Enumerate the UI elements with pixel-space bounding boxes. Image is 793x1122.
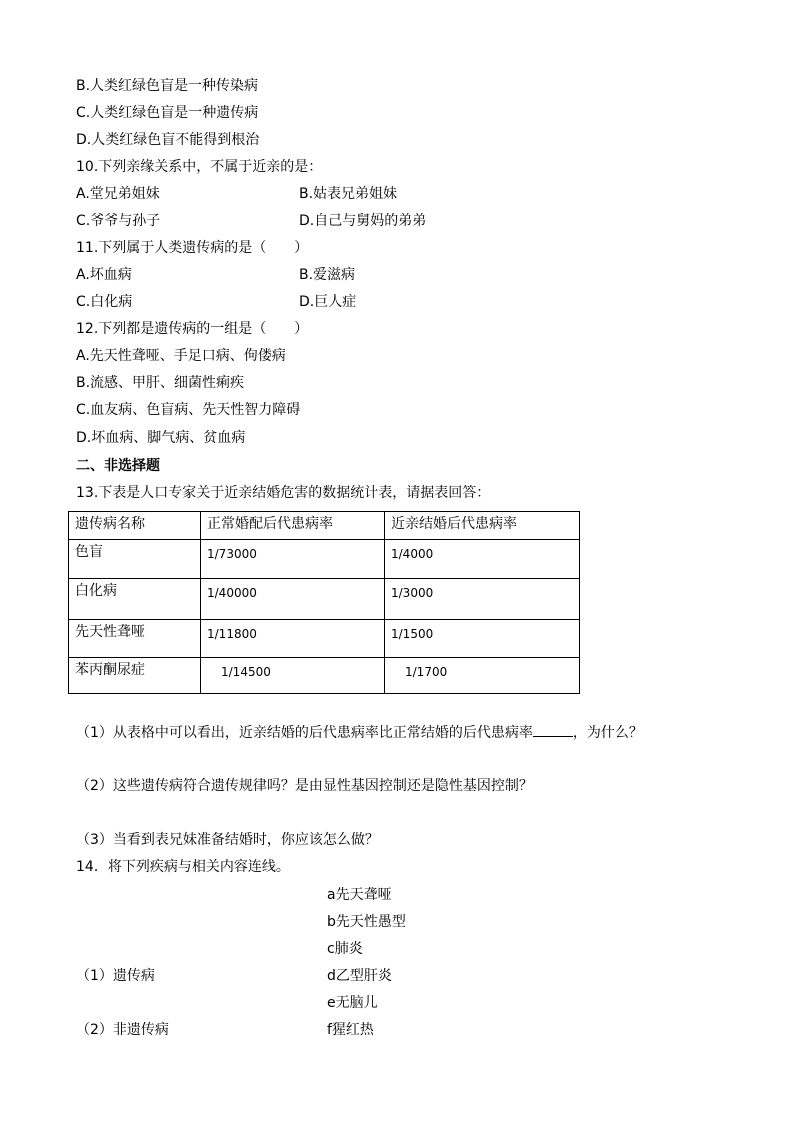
table-cell: 1/1700 bbox=[385, 658, 580, 694]
q13-subquestion-1-text: （1）从表格中可以看出，近亲结婚的后代患病率比正常结婚的后代患病率 bbox=[76, 725, 533, 741]
match-item-b: b先天性愚型 bbox=[327, 914, 406, 930]
table-cell: 白化病 bbox=[69, 579, 201, 620]
q12-option-d: D.坏血病、脚气病、贫血病 bbox=[76, 430, 246, 446]
table-cell: 苯丙酮尿症 bbox=[69, 658, 201, 694]
q10-option-c: C.爷爷与孙子 bbox=[76, 213, 161, 229]
table-cell: 1/73000 bbox=[201, 540, 385, 579]
q10-stem: 10.下列亲缘关系中，不属于近亲的是： bbox=[76, 159, 323, 175]
q10-option-a: A.堂兄弟姐妹 bbox=[76, 186, 160, 202]
table-header-cell: 遗传病名称 bbox=[69, 512, 201, 540]
q11-option-a: A.坏血病 bbox=[76, 267, 132, 283]
table-header-cell: 正常婚配后代患病率 bbox=[201, 512, 385, 540]
table-row bbox=[69, 579, 580, 620]
q11-option-b: B.爱滋病 bbox=[299, 267, 356, 283]
match-item-d: d乙型肝炎 bbox=[327, 968, 392, 984]
q12-option-b: B.流感、甲肝、细菌性痢疾 bbox=[76, 375, 245, 391]
match-category-hereditary: （1）遗传病 bbox=[76, 968, 155, 984]
q11-stem: 11.下列属于人类遗传病的是（ ） bbox=[76, 240, 309, 256]
table-cell: 1/4000 bbox=[385, 540, 580, 579]
match-item-c: c肺炎 bbox=[327, 941, 363, 957]
match-item-f: f猩红热 bbox=[327, 1022, 374, 1038]
q13-subquestion-3: （3）当看到表兄妹准备结婚时，你应该怎么做？ bbox=[76, 832, 379, 848]
table-cell: 色盲 bbox=[69, 540, 201, 579]
q9-option-d: D.人类红绿色盲不能得到根治 bbox=[76, 132, 260, 148]
q12-option-a: A.先天性聋哑、手足口病、佝偻病 bbox=[76, 348, 286, 364]
q13-subquestion-2: （2）这些遗传病符合遗传规律吗？是由显性基因控制还是隐性基因控制？ bbox=[76, 778, 533, 794]
table-cell: 1/40000 bbox=[201, 579, 385, 620]
q13-subquestion-1-tail: ，为什么？ bbox=[572, 725, 643, 741]
match-category-non-hereditary: （2）非遗传病 bbox=[76, 1022, 169, 1038]
answer-blank[interactable] bbox=[533, 722, 573, 737]
match-item-a: a先天聋哑 bbox=[327, 887, 392, 903]
table-cell: 先天性聋哑 bbox=[69, 620, 201, 658]
table-cell: 1/3000 bbox=[385, 579, 580, 620]
q13-stem: 13.下表是人口专家关于近亲结婚危害的数据统计表，请据表回答： bbox=[76, 485, 491, 501]
q11-option-d: D.巨人症 bbox=[299, 294, 357, 310]
q12-option-c: C.血友病、色盲病、先天性智力障碍 bbox=[76, 402, 301, 418]
q14-stem: 14．将下列疾病与相关内容连线。 bbox=[76, 859, 290, 875]
table-cell: 1/1500 bbox=[385, 620, 580, 658]
q10-option-d: D.自己与舅妈的弟弟 bbox=[299, 213, 427, 229]
table-row bbox=[69, 540, 580, 579]
q13-subquestion-1 bbox=[76, 722, 643, 743]
table-row bbox=[69, 658, 580, 694]
table-header-row bbox=[69, 512, 580, 540]
table-cell: 1/11800 bbox=[201, 620, 385, 658]
q12-stem: 12.下列都是遗传病的一组是（ ） bbox=[76, 321, 309, 337]
q9-option-c: C.人类红绿色盲是一种遗传病 bbox=[76, 105, 259, 121]
q9-option-b: B.人类红绿色盲是一种传染病 bbox=[76, 78, 259, 94]
match-item-e: e无脑儿 bbox=[327, 995, 378, 1011]
q10-option-b: B.姑表兄弟姐妹 bbox=[299, 186, 398, 202]
disease-rate-table bbox=[68, 511, 580, 694]
q11-option-c: C.白化病 bbox=[76, 294, 133, 310]
section-title: 二、非选择题 bbox=[76, 458, 160, 474]
table-cell: 1/14500 bbox=[201, 658, 385, 694]
table-row bbox=[69, 620, 580, 658]
table-header-cell: 近亲结婚后代患病率 bbox=[385, 512, 580, 540]
